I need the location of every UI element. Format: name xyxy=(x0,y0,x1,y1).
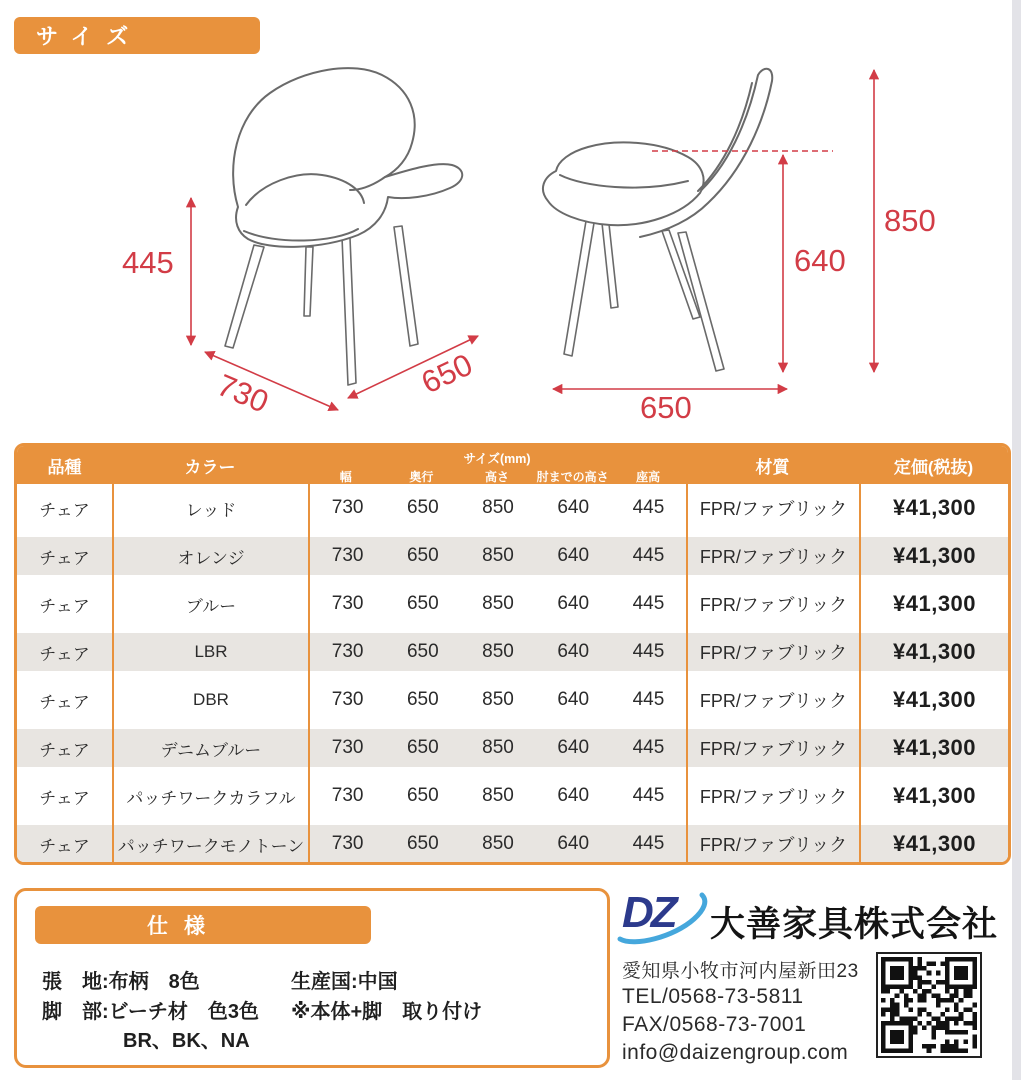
cell-color: パッチワークカラフル xyxy=(112,772,308,820)
table-body xyxy=(17,484,1008,865)
table-row xyxy=(17,820,1008,865)
cell-h: 850 xyxy=(482,785,514,806)
cell-price: ¥41,300 xyxy=(859,724,1008,772)
size-section-badge: サイズ xyxy=(14,17,260,54)
cell-d: 650 xyxy=(406,737,439,758)
cell-price: ¥41,300 xyxy=(859,532,1008,580)
cell-d: 650 xyxy=(406,689,439,710)
cell-eh: 640 xyxy=(557,737,590,758)
cell-eh: 640 xyxy=(557,545,590,566)
cell-sh: 445 xyxy=(632,689,665,710)
logo-dz-text: DZ xyxy=(622,888,675,937)
company-email: info@daizengroup.com xyxy=(622,1041,849,1064)
cell-material: FPR/ファブリック xyxy=(686,676,859,724)
col-header-width: 幅 xyxy=(339,470,352,484)
cell-eh: 640 xyxy=(557,497,590,518)
spec-leg-colors: BR、BK、NA xyxy=(123,1030,250,1052)
col-header-height: 高さ xyxy=(484,470,509,484)
chair-leg xyxy=(225,245,264,348)
cell-eh: 640 xyxy=(557,641,590,662)
cell-item: チェア xyxy=(39,740,90,760)
table-row xyxy=(17,484,1008,532)
cell-material: FPR/ファブリック xyxy=(686,724,859,772)
cell-w: 730 xyxy=(308,628,385,676)
company-name: 大善家具株式会社 xyxy=(710,905,999,944)
company-fax: FAX/0568-73-7001 xyxy=(622,1013,807,1036)
cell-item: チェア xyxy=(39,644,90,664)
table-row xyxy=(17,724,1008,772)
spec-legs: 脚 部:ビーチ材 色3色 xyxy=(42,1001,259,1023)
cell-h: 850 xyxy=(482,545,514,566)
cell-w: 730 xyxy=(308,724,385,772)
cell-color: デニムブルー xyxy=(112,724,308,772)
cell-h: 850 xyxy=(482,641,514,662)
size-sub-headers xyxy=(308,467,686,485)
cell-color: レッド xyxy=(112,484,308,532)
chair-leg xyxy=(564,221,594,356)
chair-shell xyxy=(233,68,462,247)
col-header-price: 定価(税抜) xyxy=(893,457,974,477)
cell-d: 650 xyxy=(406,497,439,518)
cell-w: 730 xyxy=(308,772,385,820)
chair-leg xyxy=(602,223,618,308)
dim-label-depth-front: 650 xyxy=(416,346,478,401)
cell-item: チェア xyxy=(39,500,90,520)
cell-color: DBR xyxy=(112,676,308,724)
cell-item: チェア xyxy=(39,692,90,712)
company-logo xyxy=(622,889,708,943)
cell-price: ¥41,300 xyxy=(859,484,1008,532)
cell-price: ¥41,300 xyxy=(859,772,1008,820)
size-group-label: サイズ(mm) xyxy=(463,452,531,466)
spec-box xyxy=(14,888,610,1068)
cell-h: 850 xyxy=(482,833,514,854)
chair-front-view-drawing xyxy=(225,68,462,385)
cell-d: 650 xyxy=(406,545,439,566)
table-row xyxy=(17,676,1008,724)
cell-d: 650 xyxy=(406,641,439,662)
cell-item: チェア xyxy=(39,548,90,568)
dim-label-total-height: 850 xyxy=(884,203,936,238)
cell-price: ¥41,300 xyxy=(859,580,1008,628)
cell-material: FPR/ファブリック xyxy=(686,532,859,580)
dim-label-depth-side: 650 xyxy=(640,390,692,425)
spec-assembly: ※本体+脚 取り付け xyxy=(291,1001,483,1023)
cell-sh: 445 xyxy=(632,497,665,518)
cell-eh: 640 xyxy=(557,689,590,710)
col-header-size-group xyxy=(308,446,686,484)
col-header-material: 材質 xyxy=(755,457,790,477)
col-header-elbow-height: 肘までの高さ xyxy=(536,470,609,484)
table-row xyxy=(17,772,1008,820)
qr-code xyxy=(876,952,982,1058)
cell-price: ¥41,300 xyxy=(859,628,1008,676)
cell-item: チェア xyxy=(39,788,90,808)
cell-color: パッチワークモノトーン xyxy=(112,820,308,865)
cell-sh: 445 xyxy=(632,545,665,566)
col-header-seat-height: 座高 xyxy=(636,470,661,484)
dim-label-width: 730 xyxy=(212,367,274,420)
table-row xyxy=(17,628,1008,676)
chair-leg xyxy=(394,226,418,346)
cell-sh: 445 xyxy=(632,737,665,758)
cell-sh: 445 xyxy=(632,785,665,806)
cell-h: 850 xyxy=(482,737,514,758)
cell-sh: 445 xyxy=(632,641,665,662)
price-table xyxy=(14,443,1011,865)
cell-d: 650 xyxy=(406,593,439,614)
company-address: 愛知県小牧市河内屋新田23 xyxy=(622,961,859,982)
chair-leg xyxy=(304,247,313,316)
cell-w: 730 xyxy=(308,820,385,865)
cell-material: FPR/ファブリック xyxy=(686,820,859,865)
spec-section-badge: 仕様 xyxy=(35,906,371,944)
cell-h: 850 xyxy=(482,593,514,614)
cell-w: 730 xyxy=(308,580,385,628)
cell-color: ブルー xyxy=(112,580,308,628)
company-tel: TEL/0568-73-5811 xyxy=(622,985,804,1008)
cell-eh: 640 xyxy=(557,785,590,806)
logo-swoosh-icon xyxy=(616,885,716,947)
chair-leg xyxy=(678,232,724,371)
cell-material: FPR/ファブリック xyxy=(686,484,859,532)
table-header xyxy=(17,446,1008,484)
col-header-item: 品種 xyxy=(47,457,82,477)
cell-material: FPR/ファブリック xyxy=(686,772,859,820)
cell-color: LBR xyxy=(112,628,308,676)
spec-origin: 生産国:中国 xyxy=(291,971,398,993)
cell-d: 650 xyxy=(406,833,439,854)
col-header-color: カラー xyxy=(184,457,236,477)
chair-side-view-drawing xyxy=(543,69,772,371)
cell-item: チェア xyxy=(39,836,90,856)
cell-sh: 445 xyxy=(632,833,665,854)
cell-material: FPR/ファブリック xyxy=(686,628,859,676)
cell-eh: 640 xyxy=(557,833,590,854)
cell-h: 850 xyxy=(482,497,514,518)
cell-item: チェア xyxy=(39,596,90,616)
cell-h: 850 xyxy=(482,689,514,710)
table-row xyxy=(17,532,1008,580)
spec-upholstery: 張 地:布柄 8色 xyxy=(42,971,200,993)
cell-price: ¥41,300 xyxy=(859,820,1008,865)
cell-w: 730 xyxy=(308,484,385,532)
cell-price: ¥41,300 xyxy=(859,676,1008,724)
table-row xyxy=(17,580,1008,628)
dim-label-elbow-height: 640 xyxy=(794,243,846,278)
col-header-depth: 奥行 xyxy=(409,470,434,484)
cell-eh: 640 xyxy=(557,593,590,614)
cell-color: オレンジ xyxy=(112,532,308,580)
cell-w: 730 xyxy=(308,676,385,724)
dim-label-seat-height: 445 xyxy=(122,245,174,280)
chair-leg xyxy=(342,237,356,385)
qr-code-pattern xyxy=(881,957,977,1053)
cell-sh: 445 xyxy=(632,593,665,614)
page-edge-strip xyxy=(1012,0,1021,1080)
cell-w: 730 xyxy=(308,532,385,580)
cell-d: 650 xyxy=(406,785,439,806)
cell-material: FPR/ファブリック xyxy=(686,580,859,628)
